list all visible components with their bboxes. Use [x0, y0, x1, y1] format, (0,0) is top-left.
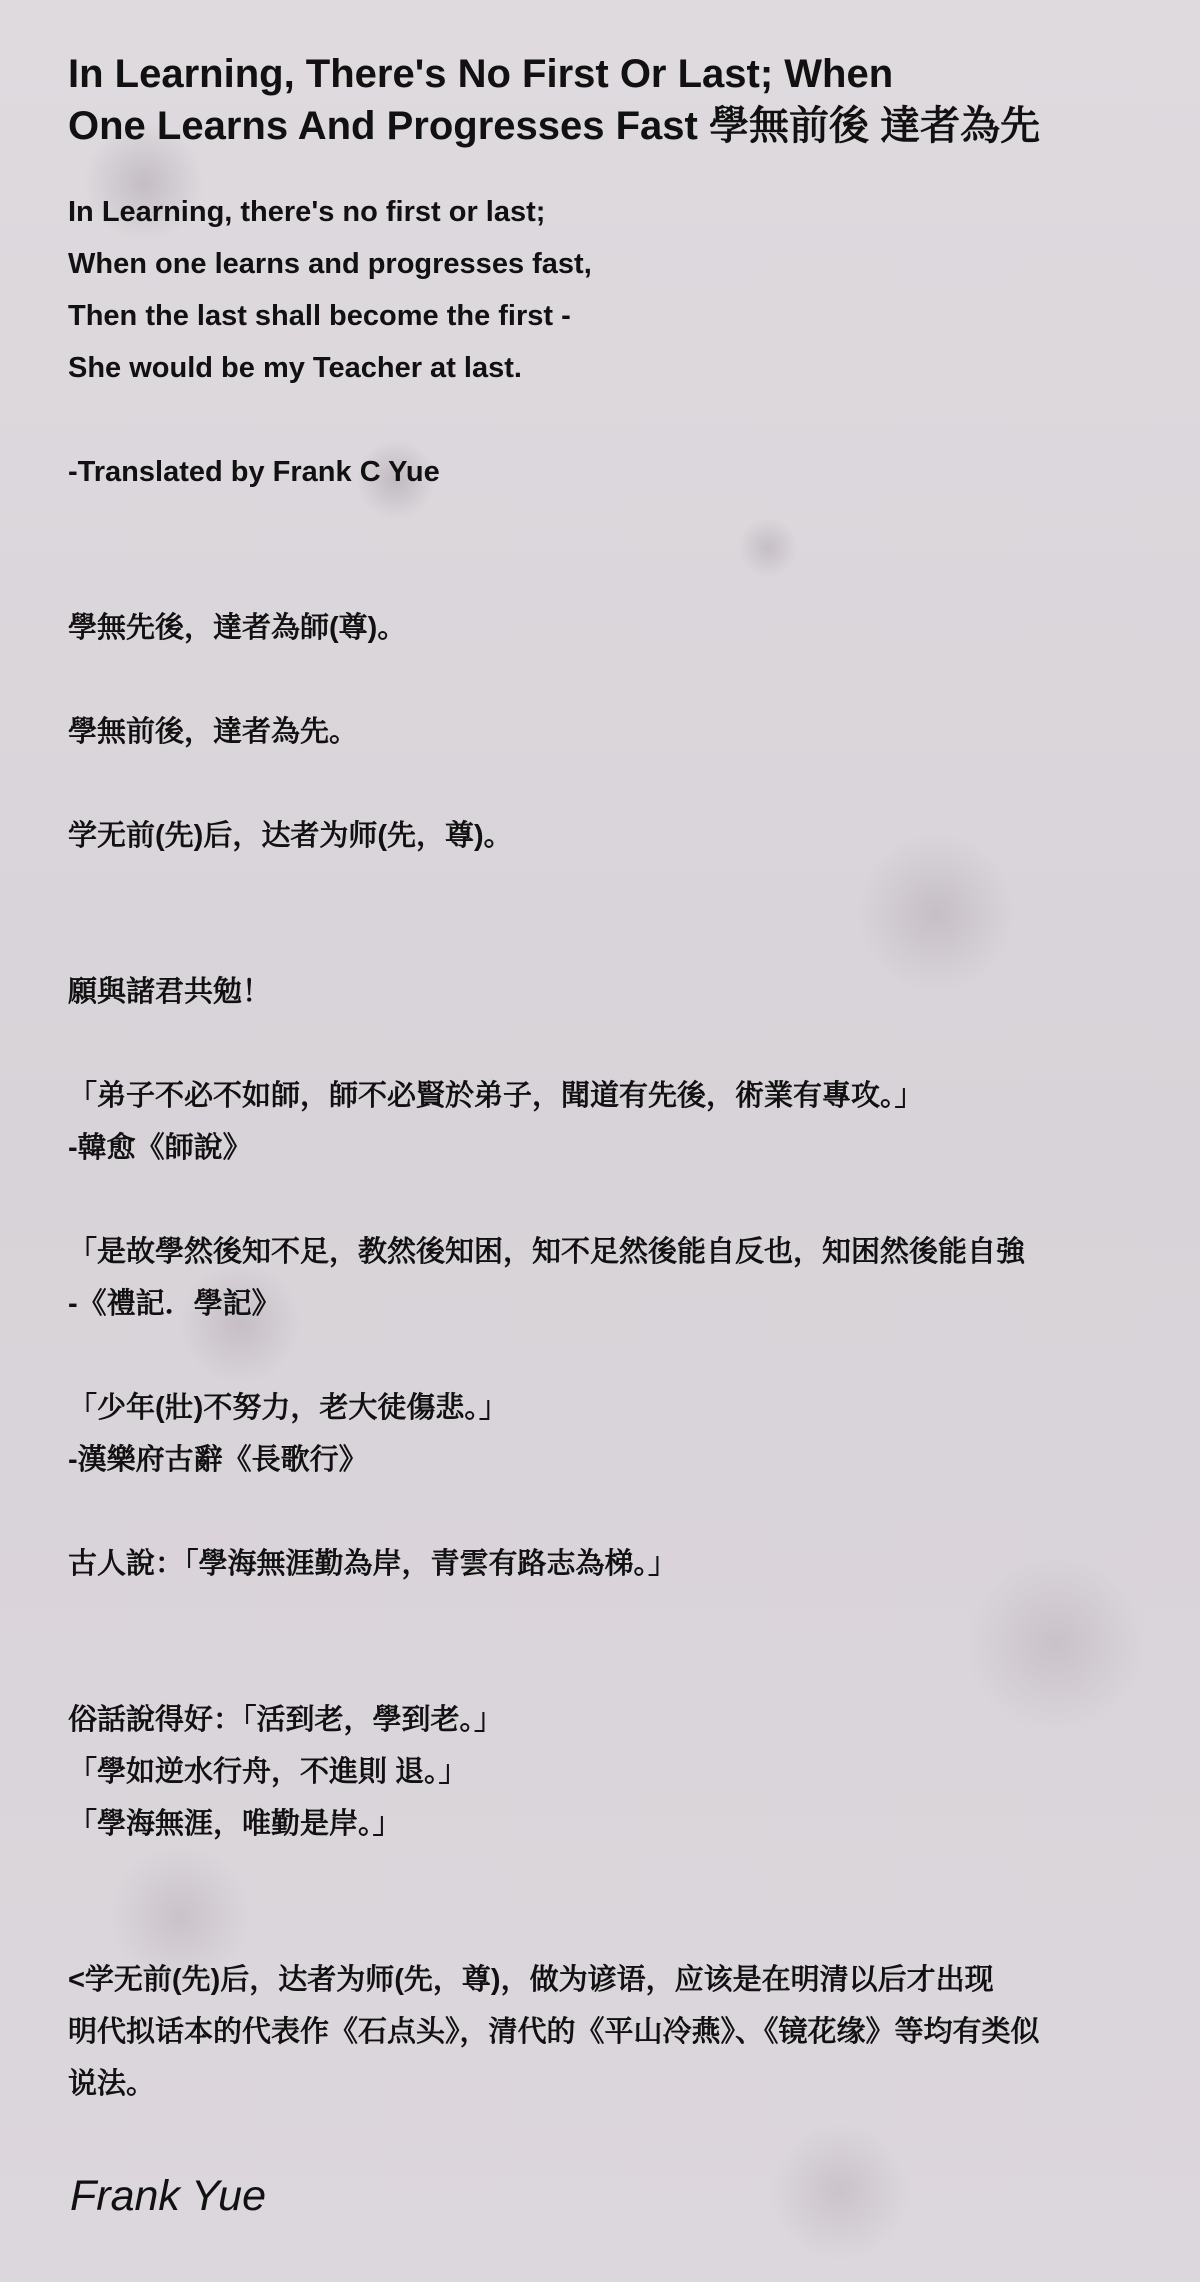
poem-line: 明代拟话本的代表作《石点头》，清代的《平山冷燕》、《镜花缘》等均有类似: [68, 2016, 1040, 2048]
poem-line: 「學海無涯，唯勤是岸。」: [68, 1808, 402, 1840]
stanza-gap: [68, 1486, 1200, 1538]
poem-line: 古人說：「學海無涯勤為岸，青雲有路志為梯。」: [68, 1548, 678, 1580]
poem-line: Then the last shall become the first -: [68, 300, 571, 332]
poem-line: When one learns and progresses fast,: [68, 248, 592, 280]
stanza-gap: [68, 914, 1200, 966]
stanza-gap: [68, 1174, 1200, 1226]
poem-line: 「是故學然後知不足，教然後知困，知不足然後能自反也，知困然後能自強: [68, 1236, 1026, 1268]
poem-page: [68, 48, 1200, 2110]
stanza-gap: [68, 654, 1200, 706]
poem-line: <学无前(先)后，达者为师(先，尊)，做为谚语，应该是在明清以后才出现: [68, 1964, 994, 1996]
poem-line: -韓愈《師說》: [68, 1132, 252, 1164]
poem-title-line: In Learning, There's No First Or Last; When: [68, 52, 894, 96]
poem-title: [68, 48, 1200, 152]
poem-line: -《禮記．學記》: [68, 1288, 281, 1320]
poem-title-line: One Learns And Progresses Fast 學無前後 達者為先: [68, 104, 1041, 148]
stanza-gap: [68, 550, 1200, 602]
stanza-gap: [68, 1850, 1200, 1902]
stanza-gap: [68, 1018, 1200, 1070]
poem-line: 願與諸君共勉！: [68, 976, 272, 1008]
poem-line: 學無前後，達者為先。: [68, 716, 359, 748]
stanza-gap: [68, 498, 1200, 550]
stanza-gap: [68, 862, 1200, 914]
poem-line: 「弟子不必不如師，師不必賢於弟子，聞道有先後，術業有專攻。」: [68, 1080, 924, 1112]
poem-line: 俗話說得好：「活到老，學到老。」: [68, 1704, 504, 1736]
poem-line: -Translated by Frank C Yue: [68, 456, 440, 488]
poem-line: She would be my Teacher at last.: [68, 352, 522, 384]
poem-line: In Learning, there's no first or last;: [68, 196, 546, 228]
poem-line: -漢樂府古辭《長歌行》: [68, 1444, 368, 1476]
poem-line: 说法。: [68, 2068, 156, 2100]
poem-author: Frank Yue: [70, 2172, 266, 2220]
poem-line: 「學如逆水行舟，不進則 退。」: [68, 1756, 468, 1788]
stanza-gap: [68, 1330, 1200, 1382]
poem-body: [68, 186, 1200, 2110]
poem-line: 「少年(壯)不努力，老大徒傷悲。」: [68, 1392, 508, 1424]
poem-line: 学无前(先)后，达者为师(先，尊)。: [68, 820, 513, 852]
stanza-gap: [68, 394, 1200, 446]
stanza-gap: [68, 1902, 1200, 1954]
stanza-gap: [68, 1642, 1200, 1694]
poem-line: 學無先後，達者為師(尊)。: [68, 612, 407, 644]
stanza-gap: [68, 1590, 1200, 1642]
stanza-gap: [68, 758, 1200, 810]
